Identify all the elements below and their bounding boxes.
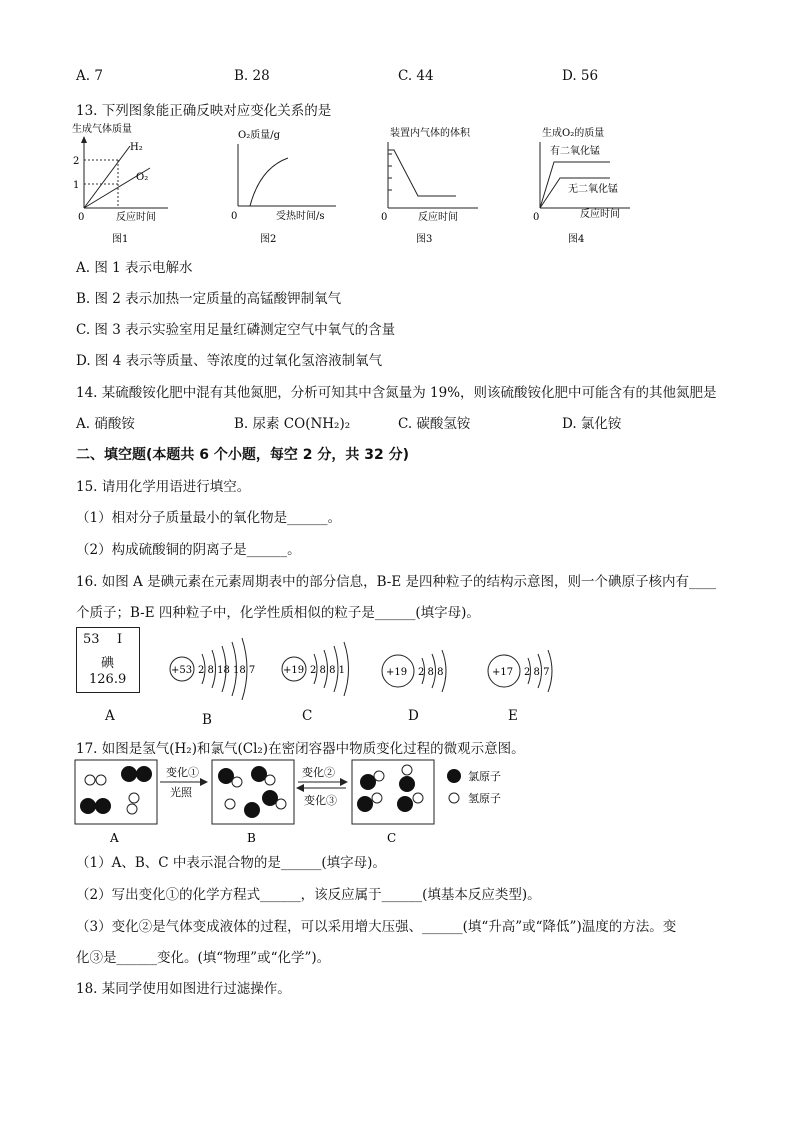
fig1-tick-2: 2 [73,156,80,167]
fig1-tick-1: 1 [73,180,80,191]
atom-b-nucleus: +53 [171,665,193,676]
fig2-ylabel: O₂质量/g [238,130,280,141]
q17-molecule-diagram [74,758,534,850]
q16-line-1: 16. 如图 A 是碘元素在元素周期表中的部分信息，B-E 是四种粒子的结构示意图，则一个碘原子核内有____ [76,574,716,590]
element-symbol: I [117,632,123,647]
q17-part-3a: （3）变化②是气体变成液体的过程，可以采用增大压强、______(填“升高”或“降低”)温度的方法。变 [76,919,677,935]
q17-part-3b: 化③是______变化。(填“物理”或“化学”)。 [76,950,331,966]
legend-hydrogen: 氢原子 [468,792,501,805]
q13-figure-2 [228,120,348,248]
q14-option-a: A. 硝酸铵 [76,416,135,432]
fig1-ylabel: 生成气体质量 [72,124,132,135]
atom-structure-e [484,628,574,710]
q16-label-c: C [302,708,313,724]
atom-c-nucleus: +19 [283,665,305,676]
q13-figure-4 [530,120,640,248]
q18-stem: 18. 某同学使用如图进行过滤操作。 [76,981,291,997]
q13-option-b: B. 图 2 表示加热一定质量的高锰酸钾制氧气 [76,291,342,307]
fig3-origin: 0 [381,212,388,223]
atom-structure-b [162,628,262,710]
atom-structure-d [378,628,468,710]
q14-stem: 14. 某硫酸铵化肥中混有其他氮肥，分析可知其中含氮量为 19%，则该硫酸铵化肥中可能含有的其他氮肥是 [76,385,717,401]
fig4-ylabel: 生成O₂的质量 [542,128,605,139]
atomic-number: 53 [83,632,100,647]
atomic-mass: 126.9 [89,672,127,687]
q15-part-1: （1）相对分子质量最小的氧化物是______。 [76,510,342,526]
q13-figure-1 [70,120,180,248]
fig4-series-without: 无二氧化锰 [568,184,618,195]
q13-option-c: C. 图 3 表示实验室用足量红磷测定空气中氧气的含量 [76,322,396,338]
q17-stem: 17. 如图是氢气(H₂)和氯气(Cl₂)在密闭容器中物质变化过程的微观示意图。 [76,741,525,757]
q12-option-b: B. 28 [234,68,270,84]
q13-figure-3 [378,120,488,248]
iodine-element-cell [76,627,140,693]
fig4-caption: 图4 [568,234,585,245]
fig1-series-h2: H₂ [130,142,143,153]
fig4-origin: 0 [533,212,540,223]
legend-chlorine: 氯原子 [468,770,501,783]
element-name: 碘 [101,656,115,671]
q15-part-2: （2）构成硫酸铜的阴离子是______。 [76,542,301,558]
arrow-2-label: 变化② [302,766,335,779]
fig1-series-o2: O₂ [136,172,149,183]
fig3-caption: 图3 [416,234,433,245]
fig1-origin: 0 [78,212,85,223]
q14-option-b: B. 尿素 CO(NH₂)₂ [234,416,351,432]
box-label-b: B [247,831,256,845]
q16-label-e: E [508,708,518,724]
box-label-a: A [110,831,119,845]
q16-line-2: 个质子；B-E 四种粒子中，化学性质相似的粒子是______(填字母)。 [76,605,480,621]
q13-stem: 13. 下列图象能正确反映对应变化关系的是 [76,103,332,119]
fig2-xlabel: 受热时间/s [276,211,325,222]
q12-option-c: C. 44 [398,68,434,84]
atom-e-nucleus: +17 [492,667,514,678]
fig3-xlabel: 反应时间 [418,212,458,223]
atom-structure-c [278,628,368,710]
q15-stem: 15. 请用化学用语进行填空。 [76,479,251,495]
fig2-origin: 0 [231,211,238,222]
atom-e-shells: 2 8 7 [524,667,550,678]
q13-option-d: D. 图 4 表示等质量、等浓度的过氧化氢溶液制氧气 [76,353,383,369]
atom-d-nucleus: +19 [386,667,408,678]
q17-part-2: （2）写出变化①的化学方程式______，该反应属于______(填基本反应类型)。 [76,887,541,903]
fig3-ylabel: 装置内气体的体积 [390,128,470,139]
q14-option-d: D. 氯化铵 [562,416,622,432]
fig1-caption: 图1 [112,234,129,245]
q16-label-a: A [105,708,115,724]
atom-b-shells: 2 8 18 18 7 [198,665,256,676]
q16-label-d: D [408,708,419,724]
arrow-3-label: 变化③ [304,794,337,807]
chlorine-atom-icon [447,769,461,783]
q12-option-d: D. 56 [562,68,599,84]
q13-option-a: A. 图 1 表示电解水 [76,260,193,276]
fig2-caption: 图2 [260,234,277,245]
arrow-1-label-top: 变化① [166,766,199,779]
box-label-c: C [387,831,397,845]
section-2-heading: 二、填空题(本题共 6 个小题，每空 2 分，共 32 分) [76,447,410,463]
atom-c-shells: 2 8 8 1 [310,665,345,676]
fig4-xlabel: 反应时间 [580,209,620,220]
q14-option-c: C. 碳酸氢铵 [398,416,471,432]
atom-d-shells: 2 8 8 [418,667,444,678]
fig4-series-with: 有二氧化锰 [550,146,600,157]
q17-part-1: （1）A、B、C 中表示混合物的是______(填字母)。 [76,855,386,871]
q12-option-a: A. 7 [76,68,103,84]
fig1-xlabel: 反应时间 [116,212,156,223]
q16-label-b: B [202,712,212,728]
hydrogen-atom-icon [449,793,459,803]
arrow-1-label-bottom: 光照 [170,786,192,799]
